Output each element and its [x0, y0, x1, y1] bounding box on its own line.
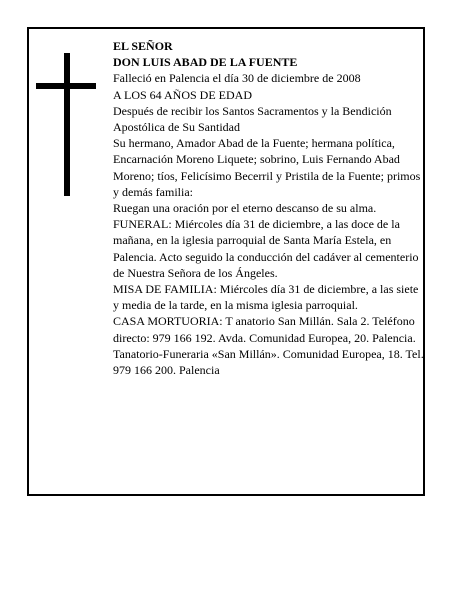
- family-list: Su hermano, Amador Abad de la Fuente; hermana política, Encarnación Moreno Liquete; sobrino, Luis Fernando Abad Moreno; tíos, Felicísimo Becerril y Pristila de la Fuente; primos y demás familia:: [113, 136, 421, 199]
- family-mass-info: MISA DE FAMILIA: Miércoles día 31 de diciembre, a las siete y media de la tarde, en la misma iglesia parroquial.: [113, 282, 419, 313]
- prayer-request: Ruegan una oración por el eterno descanso de su alma.: [113, 201, 377, 216]
- cross-icon: [64, 53, 70, 196]
- obituary-text: [113, 38, 425, 378]
- funeral-info: FUNERAL: Miércoles día 31 de diciembre, a las doce de la mañana, en la iglesia parroquial de Santa María Estela, en Palencia. Acto seguido la conducción del cadáver al cementerio de Nuestra Señora de los Ángeles.: [113, 217, 419, 280]
- sacraments-line: Después de recibir los Santos Sacramentos y la Bendición Apostólica de Su Santidad: [113, 103, 392, 135]
- funeral-company-info: Tanatorio-Funeraria «San Millán». Comunidad Europea, 18. Tel. 979 166 200. Palencia: [113, 346, 424, 378]
- death-date: Falleció en Palencia el día 30 de diciembre de 2008: [113, 71, 361, 86]
- funeral-home-info: CASA MORTUORIA: T anatorio San Millán. Sala 2. Teléfono directo: 979 166 192. Avda. Comunidad Europea, 20. Palencia.: [113, 314, 416, 345]
- deceased-name: DON LUIS ABAD DE LA FUENTE: [113, 55, 298, 70]
- cross-icon-bar: [36, 83, 96, 89]
- title-line-1: EL SEÑOR: [113, 39, 173, 53]
- age-line: A LOS 64 AÑOS DE EDAD: [113, 87, 253, 102]
